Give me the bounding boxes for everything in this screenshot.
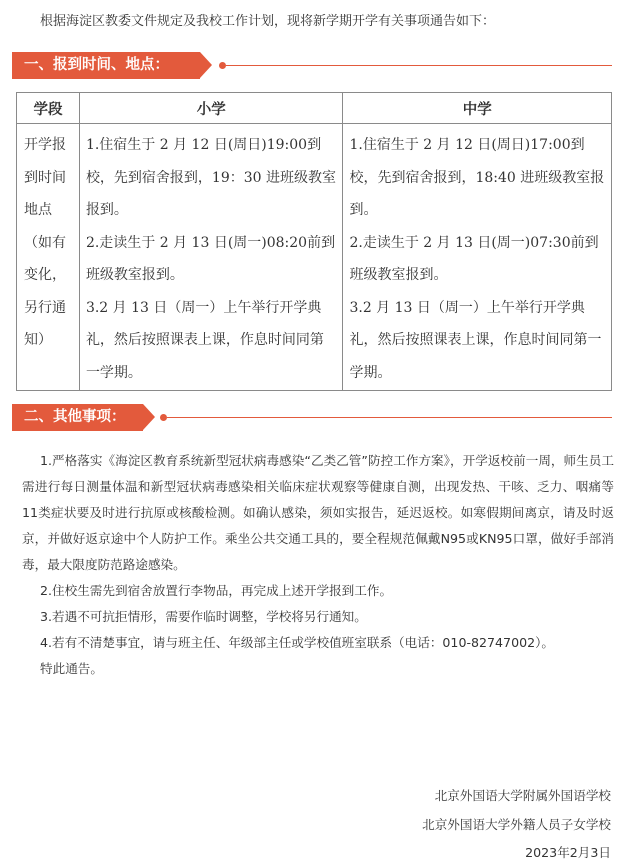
- signature-school-2: 北京外国语大学外籍人员子女学校: [422, 817, 611, 832]
- header-rule: [167, 417, 612, 418]
- signature-school-1: 北京外国语大学附属外国语学校: [434, 788, 611, 803]
- primary-item-1: 1.住宿生于 2 月 12 日(周日)19:00到校，先到宿舍报到，19：30 进班级教室报到。: [85, 137, 337, 218]
- intro-text: 根据海淀区教委文件规定及我校工作计划，现将新学期开学有关事项通告如下：: [40, 14, 496, 29]
- table-row: [17, 124, 612, 391]
- section-header-other: [12, 404, 612, 431]
- middle-school-cell: [343, 124, 612, 391]
- note-item: 4.若有不清楚事宜，请与班主任、年级部主任或学校值班室联系（电话：010-82747002）。: [40, 635, 554, 650]
- section-header-registration: [12, 52, 612, 79]
- middle-item-1: 1.住宿生于 2 月 12 日(周日)17:00到校，先到宿舍报到，18:40 进班级教室报到。: [349, 137, 605, 218]
- section-title: 二、其他事项：: [12, 404, 143, 431]
- stage-label: 开学报到时间地点（如有变化，另行通知）: [17, 124, 80, 391]
- note-item: 2.住校生需先到宿舍放置行李物品，再完成上述开学报到工作。: [40, 583, 393, 598]
- primary-school-cell: [79, 124, 343, 391]
- header-dot-icon: [219, 62, 226, 69]
- header-rule: [226, 65, 612, 66]
- middle-item-3: 3.2 月 13 日（周一）上午举行开学典礼，然后按照课表上课，作息时间同第一学期。: [349, 299, 602, 381]
- signature-date: 2023年2月3日: [525, 845, 611, 860]
- note-item: 1.严格落实《海淀区教育系统新型冠状病毒感染“乙类乙管”防控工作方案》，开学返校前一周，师生员工需进行每日测量体温和新型冠状病毒感染相关临床症状观察等健康自测，出现发热、干咳、乏力、咽痛等11类症状要及时进行抗原或核酸检测。如确认感染，须如实报告，延迟返校。如寒假期间离京，请及时返京，并做好返京途中个人防护工作。乘坐公共交通工具的，要全程规范佩戴N95或KN95口罩，做好手部消毒，最大限度防范路途感染。: [22, 453, 614, 572]
- closing-note: 特此通告。: [40, 661, 103, 676]
- header-middle: 中学: [343, 93, 612, 124]
- header-dot-icon: [160, 414, 167, 421]
- primary-item-3: 3.2 月 13 日（周一）上午举行开学典礼，然后按照课表上课，作息时间同第一学期。: [85, 299, 324, 381]
- section-title: 一、报到时间、地点：: [12, 52, 200, 79]
- table-header-row: [17, 93, 612, 124]
- header-primary: 小学: [79, 93, 343, 124]
- middle-item-2: 2.走读生于 2 月 13 日(周一)07:30前到班级教室报到。: [349, 234, 599, 283]
- primary-item-2: 2.走读生于 2 月 13 日(周一)08:20前到班级教室报到。: [85, 234, 336, 283]
- note-item: 3.若遇不可抗拒情形，需要作临时调整，学校将另行通知。: [40, 609, 367, 624]
- registration-table: [16, 92, 612, 391]
- other-notes: [22, 448, 614, 682]
- header-stage: 学段: [17, 93, 80, 124]
